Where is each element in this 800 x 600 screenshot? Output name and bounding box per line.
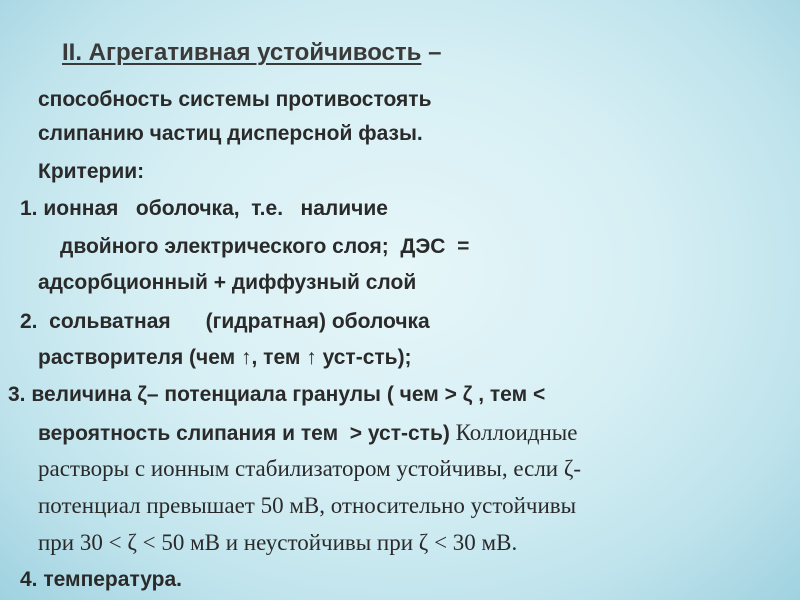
text-line-criterion-4: 4. температура. [20,568,182,591]
text-line-criterion-2: 2. сольватная (гидратная) оболочка [20,310,430,333]
text-line-colloid-4: при 30 < ζ < 50 мВ и неустойчивы при ζ < 30 мВ. [38,530,518,555]
text-line-criterion-1-cont: двойного электрического слоя; ДЭС = [60,235,470,258]
text-colloid-start: Коллоидные [449,420,578,445]
text-line-criterion-3: 3. величина ζ– потенциала гранулы ( чем > ζ , тем < [8,383,546,406]
text-line-colloid-2: растворы с ионным стабилизатором устойчивы, если ζ- [38,456,582,481]
text-line-definition-2: слипанию частиц дисперсной фазы. [38,122,423,145]
text-line-criterion-2-cont: растворителя (чем ↑, тем ↑ уст-сть); [38,346,412,369]
text-line-criterion-3-cont [38,420,577,446]
slide-title-underlined: II. Агрегативная устойчивость [62,39,422,66]
slide-title [62,39,441,67]
text-line-criterion-1-formula: адсорбционный + диффузный слой [38,271,417,294]
text-criterion-3-bold: вероятность слипания и тем > уст-сть) [38,422,450,445]
slide-title-dash: – [421,39,442,66]
text-line-definition-1: способность системы противостоять [38,88,432,111]
text-line-criterion-1: 1. ионная оболочка, т.е. наличие [20,197,388,220]
text-line-colloid-3: потенциал превышает 50 мВ, относительно устойчивы [38,493,577,518]
text-line-criteria-heading: Критерии: [38,160,145,183]
